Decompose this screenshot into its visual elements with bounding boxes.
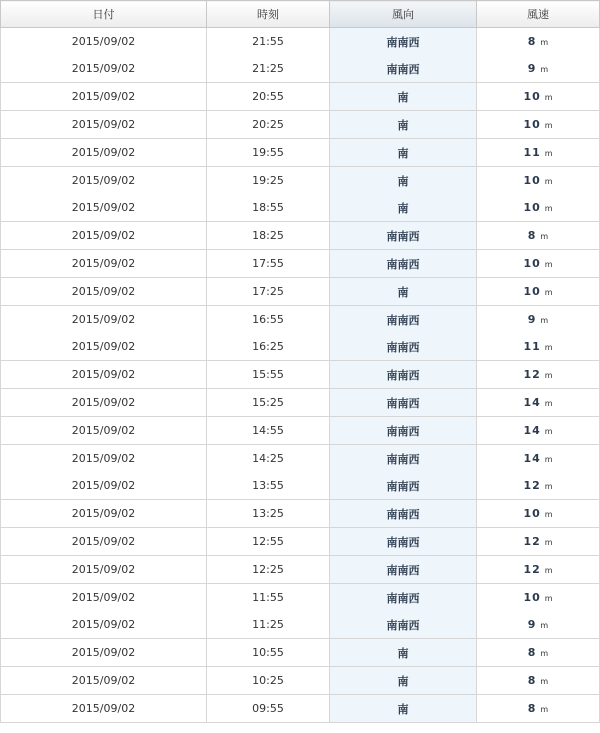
speed-unit: m — [540, 649, 549, 658]
table-row — [1, 250, 600, 278]
cell-date: 2015/09/02 — [1, 83, 207, 111]
speed-unit: m — [544, 93, 553, 102]
cell-speed — [477, 306, 600, 334]
cell-time: 10:25 — [207, 667, 330, 695]
speed-unit: m — [544, 399, 553, 408]
cell-speed — [477, 639, 600, 667]
cell-direction: 南南西 — [330, 445, 477, 473]
cell-time: 19:55 — [207, 139, 330, 167]
cell-speed — [477, 278, 600, 306]
cell-direction: 南南西 — [330, 584, 477, 612]
speed-value: 14 — [523, 452, 541, 465]
cell-date: 2015/09/02 — [1, 28, 207, 56]
cell-date: 2015/09/02 — [1, 611, 207, 639]
table-row — [1, 500, 600, 528]
cell-speed — [477, 167, 600, 195]
cell-direction: 南南西 — [330, 500, 477, 528]
cell-speed — [477, 584, 600, 612]
cell-time: 14:25 — [207, 445, 330, 473]
cell-time: 09:55 — [207, 695, 330, 723]
table-row — [1, 639, 600, 667]
speed-value: 10 — [523, 591, 541, 604]
speed-unit: m — [544, 482, 553, 491]
speed-unit: m — [540, 705, 549, 714]
speed-unit: m — [540, 316, 549, 325]
cell-date: 2015/09/02 — [1, 361, 207, 389]
cell-date: 2015/09/02 — [1, 55, 207, 83]
speed-value: 10 — [523, 285, 541, 298]
table-row — [1, 528, 600, 556]
cell-date: 2015/09/02 — [1, 639, 207, 667]
cell-direction: 南 — [330, 111, 477, 139]
cell-speed — [477, 139, 600, 167]
cell-direction: 南 — [330, 194, 477, 222]
speed-unit: m — [540, 65, 549, 74]
cell-date: 2015/09/02 — [1, 500, 207, 528]
cell-time: 20:25 — [207, 111, 330, 139]
cell-date: 2015/09/02 — [1, 417, 207, 445]
cell-time: 10:55 — [207, 639, 330, 667]
cell-speed — [477, 667, 600, 695]
cell-direction: 南南西 — [330, 528, 477, 556]
table-row — [1, 306, 600, 334]
table-row — [1, 83, 600, 111]
table-row — [1, 445, 600, 473]
cell-direction: 南 — [330, 667, 477, 695]
speed-value: 14 — [523, 424, 541, 437]
table-row — [1, 417, 600, 445]
cell-time: 16:25 — [207, 333, 330, 361]
cell-direction: 南南西 — [330, 472, 477, 500]
cell-direction: 南南西 — [330, 222, 477, 250]
speed-value: 14 — [523, 396, 541, 409]
cell-speed — [477, 528, 600, 556]
table-row — [1, 28, 600, 56]
cell-time: 21:55 — [207, 28, 330, 56]
cell-direction: 南 — [330, 83, 477, 111]
cell-date: 2015/09/02 — [1, 695, 207, 723]
cell-date: 2015/09/02 — [1, 584, 207, 612]
table-row — [1, 111, 600, 139]
cell-direction: 南南西 — [330, 28, 477, 56]
table-row — [1, 556, 600, 584]
cell-direction: 南南西 — [330, 417, 477, 445]
cell-speed — [477, 83, 600, 111]
cell-speed — [477, 500, 600, 528]
table-header — [1, 1, 600, 28]
speed-value: 12 — [523, 368, 541, 381]
cell-date: 2015/09/02 — [1, 194, 207, 222]
cell-speed — [477, 250, 600, 278]
speed-unit: m — [544, 288, 553, 297]
cell-speed — [477, 194, 600, 222]
speed-value: 8 — [527, 702, 537, 715]
cell-direction: 南南西 — [330, 389, 477, 417]
table-row — [1, 167, 600, 195]
cell-date: 2015/09/02 — [1, 278, 207, 306]
cell-time: 16:55 — [207, 306, 330, 334]
header-row — [1, 1, 600, 28]
speed-unit: m — [544, 177, 553, 186]
speed-unit: m — [540, 621, 549, 630]
cell-speed — [477, 445, 600, 473]
speed-value: 10 — [523, 90, 541, 103]
table-row — [1, 389, 600, 417]
header-direction[interactable]: 風向 — [330, 1, 477, 28]
table-row — [1, 55, 600, 83]
cell-time: 12:25 — [207, 556, 330, 584]
speed-unit: m — [544, 594, 553, 603]
cell-date: 2015/09/02 — [1, 111, 207, 139]
cell-time: 18:25 — [207, 222, 330, 250]
speed-value: 10 — [523, 118, 541, 131]
cell-speed — [477, 28, 600, 56]
speed-value: 9 — [527, 62, 537, 75]
speed-unit: m — [544, 538, 553, 547]
speed-value: 12 — [523, 479, 541, 492]
speed-unit: m — [544, 260, 553, 269]
table-row — [1, 333, 600, 361]
cell-direction: 南 — [330, 167, 477, 195]
cell-date: 2015/09/02 — [1, 250, 207, 278]
speed-unit: m — [544, 343, 553, 352]
cell-speed — [477, 472, 600, 500]
cell-time: 18:55 — [207, 194, 330, 222]
cell-date: 2015/09/02 — [1, 472, 207, 500]
speed-value: 11 — [523, 340, 541, 353]
cell-direction: 南南西 — [330, 333, 477, 361]
cell-speed — [477, 222, 600, 250]
speed-unit: m — [544, 149, 553, 158]
cell-time: 17:55 — [207, 250, 330, 278]
cell-date: 2015/09/02 — [1, 389, 207, 417]
header-speed[interactable]: 風速 — [477, 1, 600, 28]
speed-unit: m — [544, 455, 553, 464]
speed-value: 12 — [523, 535, 541, 548]
cell-direction: 南南西 — [330, 55, 477, 83]
table-row — [1, 278, 600, 306]
speed-unit: m — [544, 427, 553, 436]
cell-time: 15:55 — [207, 361, 330, 389]
cell-time: 21:25 — [207, 55, 330, 83]
cell-time: 15:25 — [207, 389, 330, 417]
speed-value: 11 — [523, 146, 541, 159]
speed-value: 9 — [527, 313, 537, 326]
speed-unit: m — [544, 510, 553, 519]
speed-value: 12 — [523, 563, 541, 576]
cell-speed — [477, 695, 600, 723]
table-row — [1, 194, 600, 222]
cell-date: 2015/09/02 — [1, 528, 207, 556]
speed-unit: m — [540, 38, 549, 47]
speed-unit: m — [544, 121, 553, 130]
table-row — [1, 361, 600, 389]
cell-speed — [477, 55, 600, 83]
cell-time: 11:25 — [207, 611, 330, 639]
speed-value: 8 — [527, 229, 537, 242]
table-row — [1, 667, 600, 695]
speed-value: 8 — [527, 674, 537, 687]
speed-unit: m — [544, 204, 553, 213]
cell-direction: 南 — [330, 278, 477, 306]
cell-date: 2015/09/02 — [1, 556, 207, 584]
cell-direction: 南 — [330, 639, 477, 667]
speed-value: 10 — [523, 174, 541, 187]
cell-date: 2015/09/02 — [1, 306, 207, 334]
speed-value: 8 — [527, 35, 537, 48]
cell-speed — [477, 556, 600, 584]
cell-time: 19:25 — [207, 167, 330, 195]
speed-unit: m — [544, 566, 553, 575]
cell-time: 13:25 — [207, 500, 330, 528]
table-row — [1, 695, 600, 723]
cell-direction: 南南西 — [330, 361, 477, 389]
table-body — [1, 28, 600, 723]
cell-time: 20:55 — [207, 83, 330, 111]
cell-date: 2015/09/02 — [1, 139, 207, 167]
cell-time: 17:25 — [207, 278, 330, 306]
cell-speed — [477, 389, 600, 417]
cell-time: 11:55 — [207, 584, 330, 612]
table-row — [1, 611, 600, 639]
cell-date: 2015/09/02 — [1, 445, 207, 473]
cell-direction: 南 — [330, 139, 477, 167]
table-row — [1, 139, 600, 167]
header-date[interactable]: 日付 — [1, 1, 207, 28]
speed-value: 10 — [523, 257, 541, 270]
cell-speed — [477, 361, 600, 389]
cell-speed — [477, 333, 600, 361]
cell-direction: 南南西 — [330, 306, 477, 334]
cell-direction: 南 — [330, 695, 477, 723]
cell-time: 13:55 — [207, 472, 330, 500]
speed-value: 10 — [523, 201, 541, 214]
cell-speed — [477, 417, 600, 445]
cell-date: 2015/09/02 — [1, 333, 207, 361]
speed-unit: m — [540, 677, 549, 686]
cell-time: 14:55 — [207, 417, 330, 445]
table-row — [1, 584, 600, 612]
cell-date: 2015/09/02 — [1, 222, 207, 250]
cell-speed — [477, 611, 600, 639]
table-row — [1, 222, 600, 250]
cell-direction: 南南西 — [330, 250, 477, 278]
cell-direction: 南南西 — [330, 556, 477, 584]
header-time[interactable]: 時刻 — [207, 1, 330, 28]
speed-unit: m — [544, 371, 553, 380]
speed-value: 10 — [523, 507, 541, 520]
cell-speed — [477, 111, 600, 139]
cell-direction: 南南西 — [330, 611, 477, 639]
speed-value: 9 — [527, 618, 537, 631]
cell-date: 2015/09/02 — [1, 667, 207, 695]
speed-unit: m — [540, 232, 549, 241]
table-row — [1, 472, 600, 500]
cell-date: 2015/09/02 — [1, 167, 207, 195]
speed-value: 8 — [527, 646, 537, 659]
cell-time: 12:55 — [207, 528, 330, 556]
